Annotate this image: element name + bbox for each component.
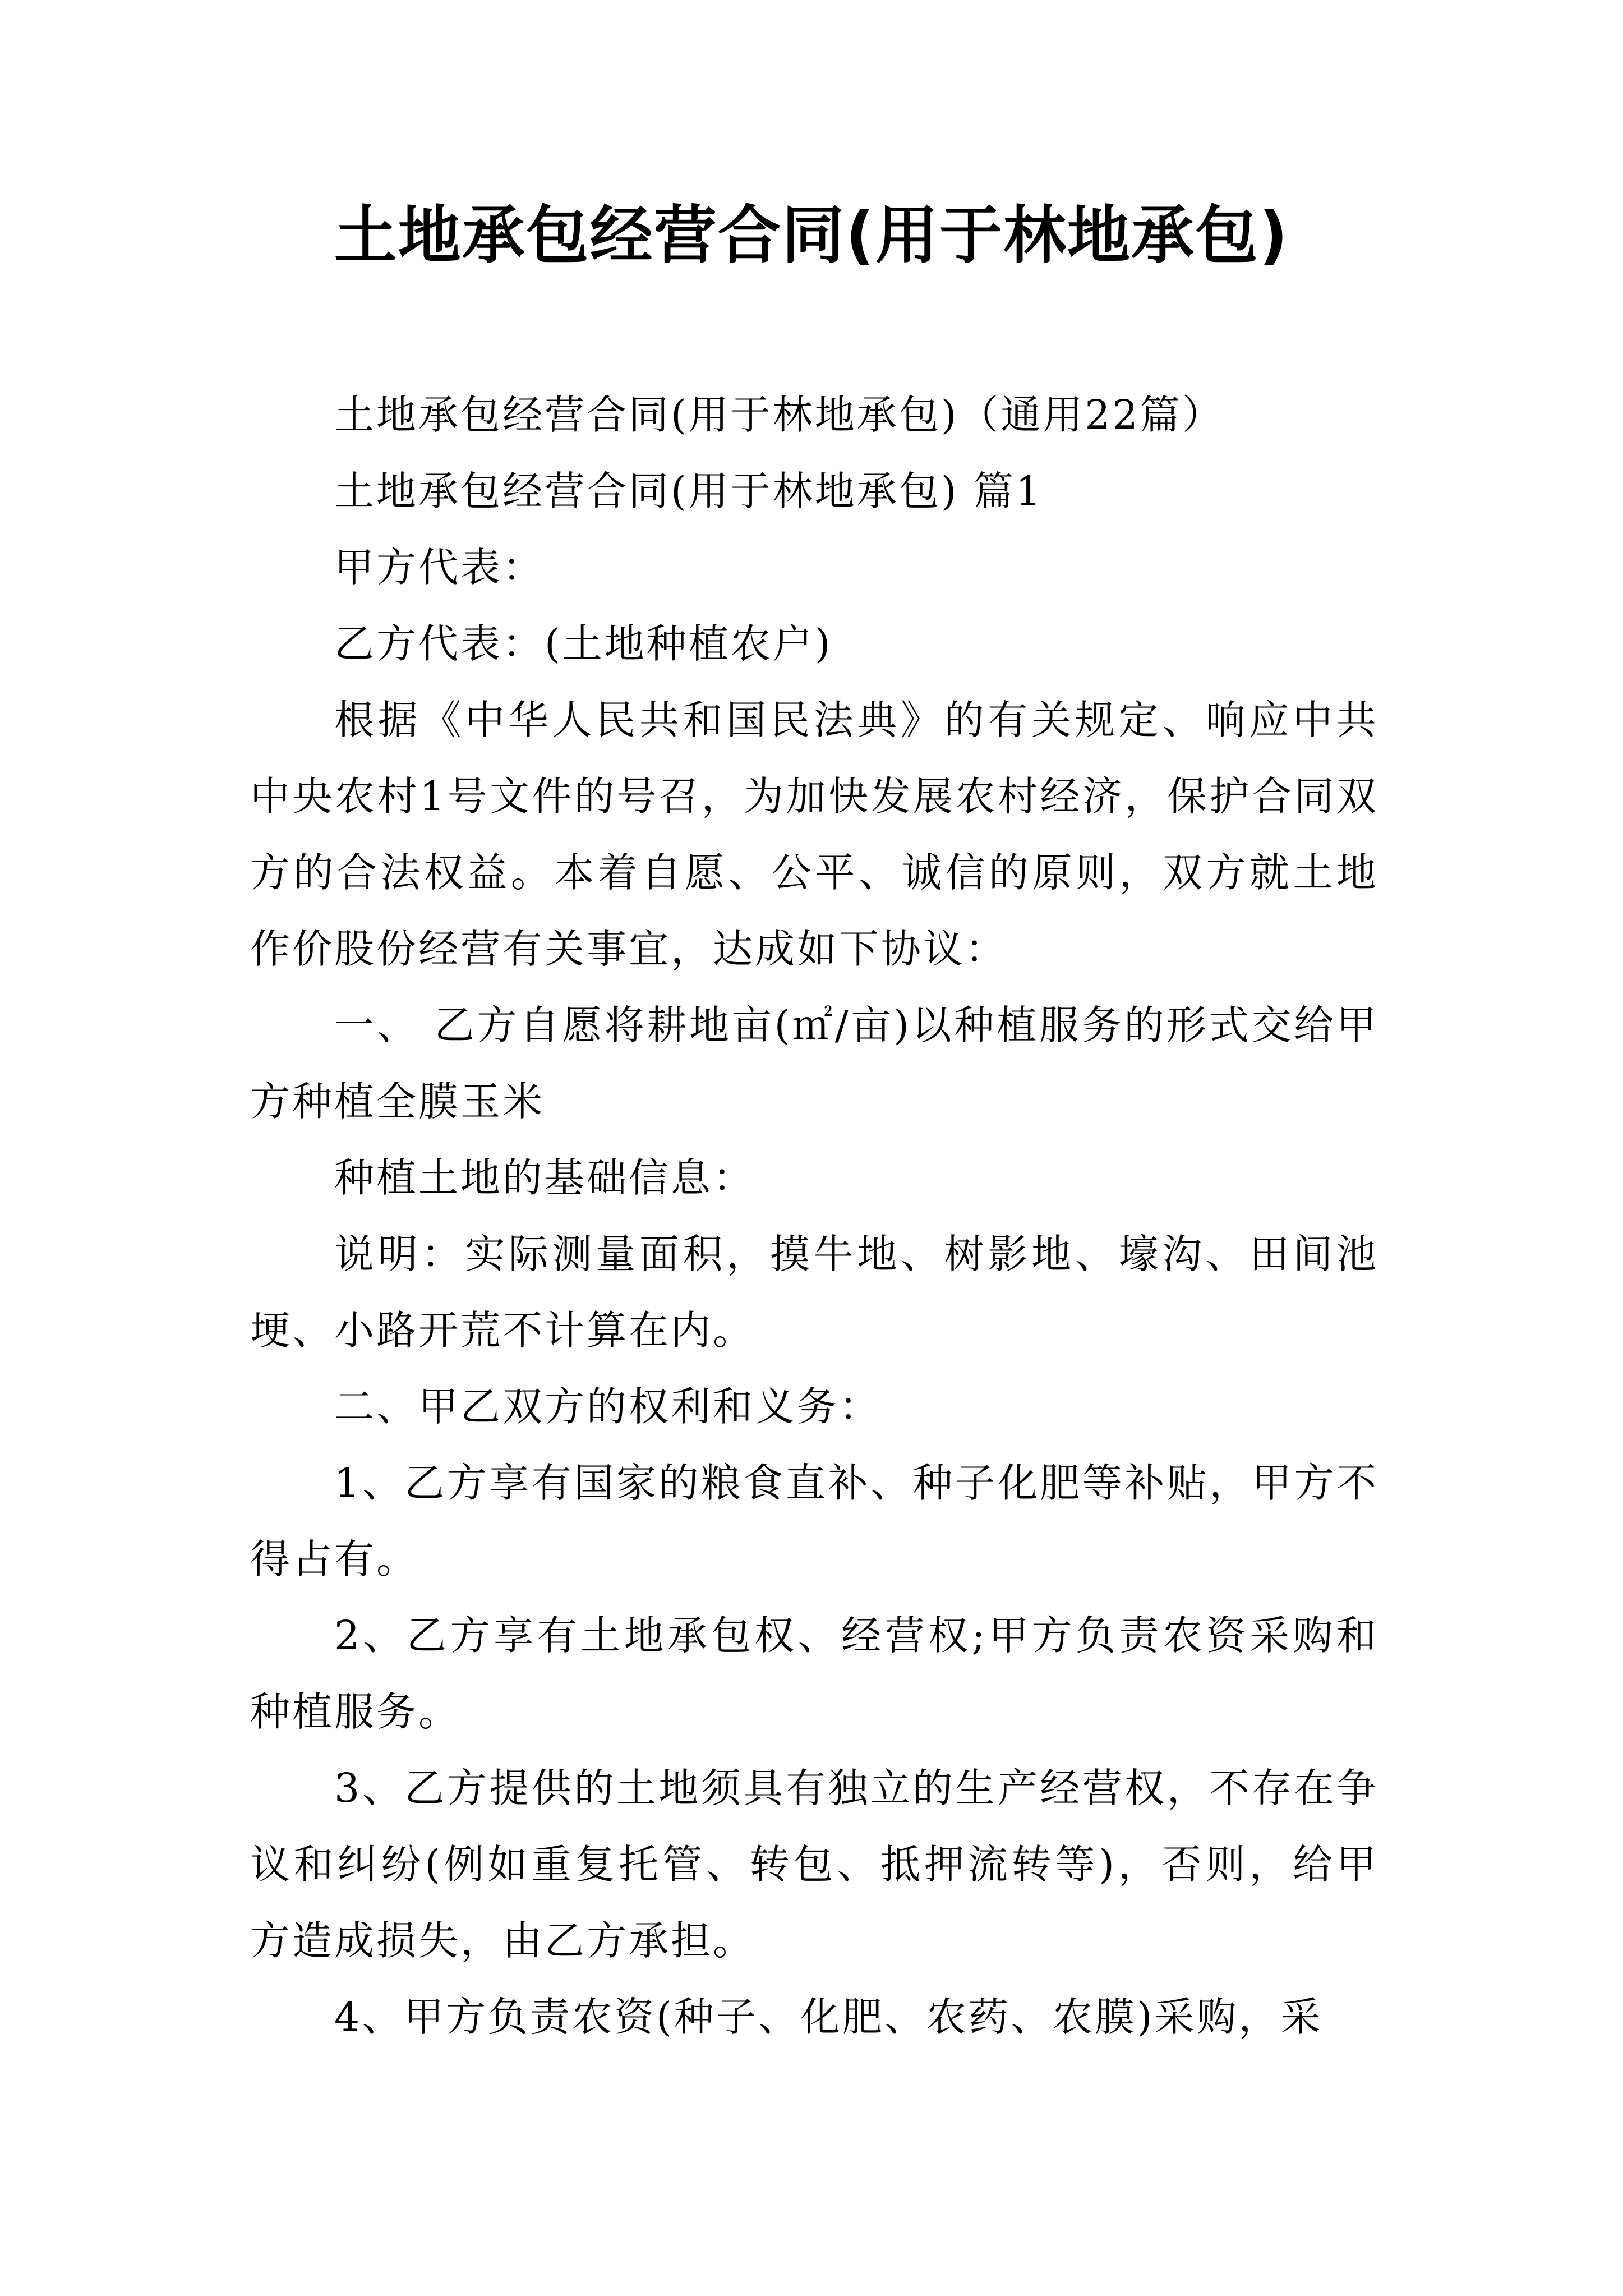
paragraph-land-info: 种植土地的基础信息： xyxy=(334,1154,755,1201)
paragraph-clause-2: 二、甲乙双方的权利和义务： xyxy=(334,1383,882,1430)
paragraph-note: 说明：实际测量面积，摸牛地、树影地、壕沟、田间池埂、小路开荒不计算在内。 xyxy=(250,1231,1378,1354)
paragraph-party-b: 乙方代表：(土地种植农户) xyxy=(334,620,833,667)
paragraph-item-3: 3、乙方提供的土地须具有独立的生产经营权，不存在争议和纠纷(例如重复托管、转包、抵押流转等)，否则，给甲方造成损失，由乙方承担。 xyxy=(250,1765,1378,1964)
paragraph-clause-1: 一、 乙方自愿将耕地亩(㎡/亩)以种植服务的形式交给甲方种植全膜玉米 xyxy=(250,1002,1378,1125)
paragraph-party-a: 甲方代表： xyxy=(334,544,545,591)
paragraph-heading-collection: 土地承包经营合同(用于林地承包)（通用22篇） xyxy=(334,392,1224,438)
document-title: 土地承包经营合同(用于林地承包) xyxy=(334,199,1289,272)
paragraph-heading-part-1: 土地承包经营合同(用于林地承包) 篇1 xyxy=(334,468,1044,514)
paragraph-item-4: 4、甲方负责农资(种子、化肥、农药、农膜)采购，采 xyxy=(334,1994,1323,2040)
paragraph-item-1: 1、乙方享有国家的粮食直补、种子化肥等补贴，甲方不得占有。 xyxy=(250,1460,1378,1582)
document-body xyxy=(250,377,1378,2055)
paragraph-item-2: 2、乙方享有土地承包权、经营权;甲方负责农资采购和种植服务。 xyxy=(250,1612,1378,1735)
paragraph-preamble: 根据《中华人民共和国民法典》的有关规定、响应中共中央农村1号文件的号召，为加快发展农村经济，保护合同双方的合法权益。本着自愿、公平、诚信的原则，双方就土地作价股份经营有关事宜，达成如下协议： xyxy=(250,697,1378,972)
